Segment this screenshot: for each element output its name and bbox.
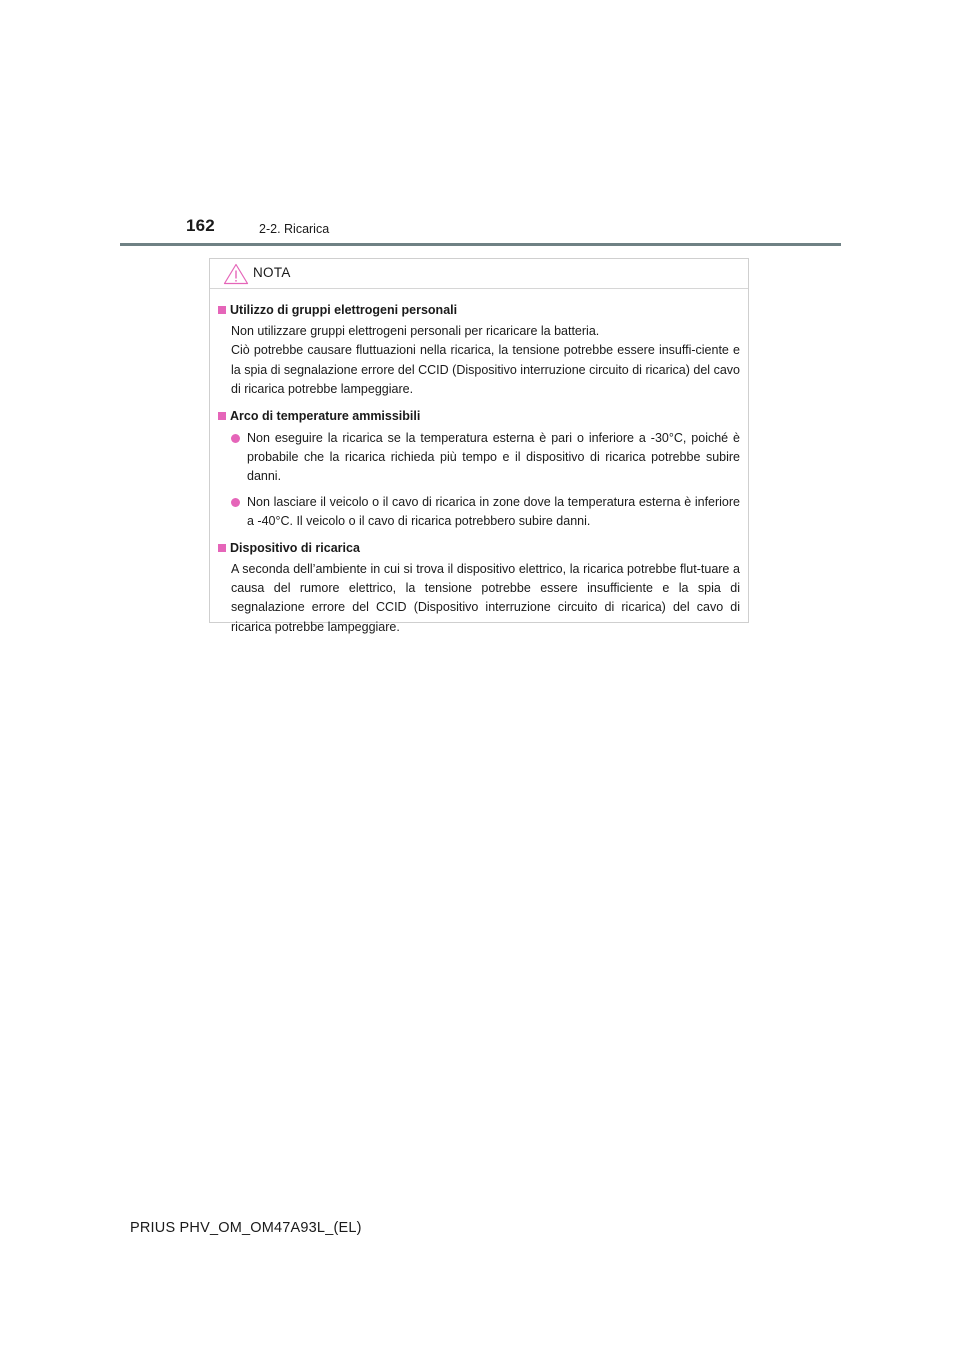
circle-bullet-icon [231, 434, 240, 443]
list-item-text: Non lasciare il veicolo o il cavo di ricarica in zone dove la temperatura esterna è inferiore a -40°C. Il veicolo o il cavo di ricarica potrebbero subire danni. [247, 494, 740, 529]
warning-triangle-icon [223, 263, 249, 285]
paragraph: A seconda dell’ambiente in cui si trova il dispositivo elettrico, la ricarica potrebbe flut-tuare a causa del rumore elettrico, la tensione potrebbe essere insufficiente e la spia di segnalazione errore del CCID (Dispositivo interruzione circuito di ricarica) del cavo di ricarica potrebbe lampeggiare. [231, 561, 740, 634]
circle-bullet-icon [231, 498, 240, 507]
list-item-text: Non eseguire la ricarica se la temperatura esterna è pari o inferiore a -30°C, poiché è probabile che la ricarica richieda più tempo e il dispositivo di ricarica potrebbe subire danni. [247, 430, 740, 484]
section-title-text: Dispositivo di ricarica [230, 540, 360, 555]
paragraph: Ciò potrebbe causare fluttuazioni nella ricarica, la tensione potrebbe essere insuffi-ciente e la spia di segnalazione errore del CCID (Dispositivo interruzione circuito di ricarica) del cavo di ricarica potrebbe lampeggiare. [231, 343, 740, 397]
square-bullet-icon [218, 306, 226, 314]
section-heading [218, 539, 740, 558]
section-heading [218, 407, 740, 426]
paragraph: Non utilizzare gruppi elettrogeni personali per ricaricare la batteria. [231, 324, 600, 338]
section-temperature [218, 407, 740, 532]
section-heading [218, 301, 740, 320]
header-divider [120, 243, 841, 246]
nota-body [210, 289, 748, 637]
list-item [218, 493, 740, 532]
square-bullet-icon [218, 412, 226, 420]
section-title: 2-2. Ricarica [259, 222, 330, 236]
nota-box [209, 258, 749, 634]
list-item [218, 429, 740, 487]
nota-label: NOTA [253, 265, 291, 280]
document-code: PRIUS PHV_OM_OM47A93L_(EL) [130, 1220, 362, 1236]
page-number: 162 [186, 216, 215, 235]
section-gruppi-elettrogeni [218, 301, 740, 400]
square-bullet-icon [218, 544, 226, 552]
section-dispositivo [218, 539, 740, 638]
nota-header [210, 259, 748, 289]
section-title-text: Utilizzo di gruppi elettrogeni personali [230, 303, 458, 317]
section-title-text: Arco di temperature ammissibili [230, 408, 421, 423]
